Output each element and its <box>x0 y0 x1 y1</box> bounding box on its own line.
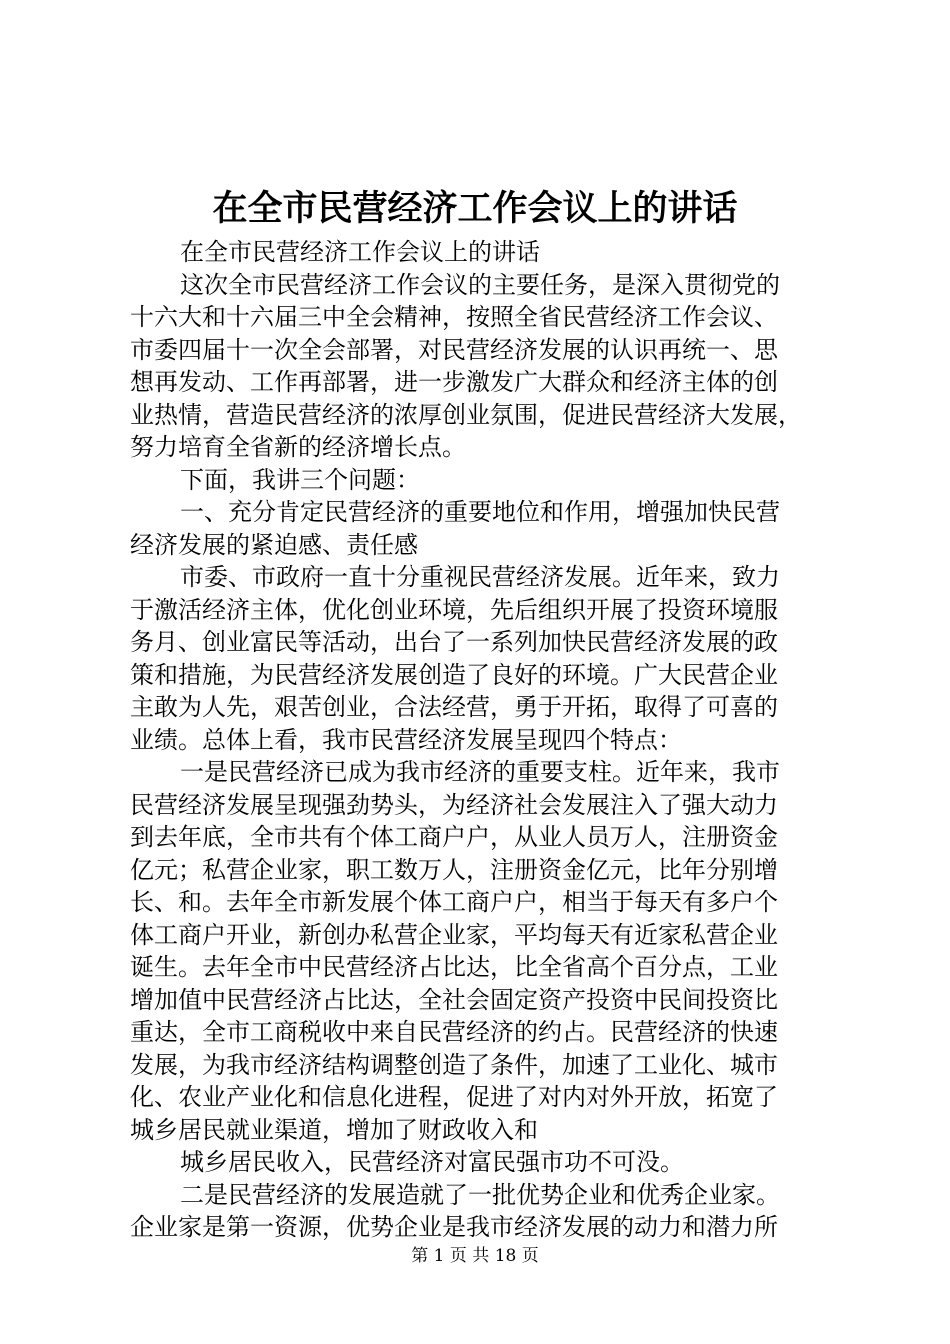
text-line: 策和措施，为民营经济发展创造了良好的环境。广大民营企业 <box>130 660 778 689</box>
text-line: 业热情，营造民营经济的浓厚创业氛围，促进民营经济大发展， <box>130 400 802 429</box>
document-body <box>130 236 830 1244</box>
text-line: 重达，全市工商税收中来自民营经济的约占。民营经济的快速 <box>130 1018 778 1046</box>
text-line: 主敢为人先，艰苦创业，合法经营，勇于开拓，取得了可喜的 <box>130 693 778 721</box>
text-line: 一、充分肯定民营经济的重要地位和作用，增强加快民营 <box>180 498 780 526</box>
text-line: 城乡居民就业渠道，增加了财政收入和 <box>130 1115 538 1144</box>
text-line: 企业家是第一资源，优势企业是我市经济发展的动力和潜力所 <box>130 1213 778 1241</box>
text-line: 在全市民营经济工作会议上的讲话 <box>180 238 540 266</box>
text-line: 长、和。去年全市新发展个体工商户户，相当于每天有多户个 <box>130 888 778 916</box>
text-line: 到去年底，全市共有个体工商户户，从业人员万人，注册资金 <box>130 823 778 851</box>
text-line: 诞生。去年全市中民营经济占比达，比全省高个百分点，工业 <box>130 953 778 981</box>
text-line: 十六大和十六届三中全会精神，按照全省民营经济工作会议、 <box>130 303 778 331</box>
text-line: 民营经济发展呈现强劲势头，为经济社会发展注入了强大动力 <box>130 790 778 819</box>
text-line: 增加值中民营经济占比达，全社会固定资产投资中民间投资比 <box>130 985 778 1014</box>
text-line: 一是民营经济已成为我市经济的重要支柱。近年来，我市 <box>180 758 780 786</box>
document-title: 在全市民营经济工作会议上的讲话 <box>212 188 738 229</box>
text-line: 于激活经济主体，优化创业环境，先后组织开展了投资环境服 <box>130 595 778 624</box>
text-line: 经济发展的紧迫感、责任感 <box>130 530 418 559</box>
text-line: 务月、创业富民等活动，出台了一系列加快民营经济发展的政 <box>130 628 778 656</box>
text-line: 下面，我讲三个问题： <box>180 465 420 494</box>
page-footer: 第 1 页 共 18 页 <box>411 1246 539 1266</box>
text-line: 这次全市民营经济工作会议的主要任务，是深入贯彻党的 <box>180 270 780 299</box>
text-line: 市委、市政府一直十分重视民营经济发展。近年来，致力 <box>180 563 780 591</box>
text-line: 努力培育全省新的经济增长点。 <box>130 433 466 461</box>
text-line: 城乡居民收入，民营经济对富民强市功不可没。 <box>180 1148 684 1176</box>
text-line: 化、农业产业化和信息化进程，促进了对内对外开放，拓宽了 <box>130 1083 778 1111</box>
text-line: 二是民营经济的发展造就了一批优势企业和优秀企业家。 <box>180 1180 780 1209</box>
text-line: 业绩。总体上看，我市民营经济发展呈现四个特点： <box>130 725 682 754</box>
text-line: 市委四届十一次全会部署，对民营经济发展的认识再统一、思 <box>130 335 778 364</box>
text-line: 体工商户开业，新创办私营企业家，平均每天有近家私营企业 <box>130 920 778 949</box>
text-line: 想再发动、工作再部署，进一步激发广大群众和经济主体的创 <box>130 368 778 396</box>
text-line: 发展，为我市经济结构调整创造了条件，加速了工业化、城市 <box>130 1050 778 1079</box>
text-line: 亿元；私营企业家，职工数万人，注册资金亿元，比年分别增 <box>130 855 778 884</box>
